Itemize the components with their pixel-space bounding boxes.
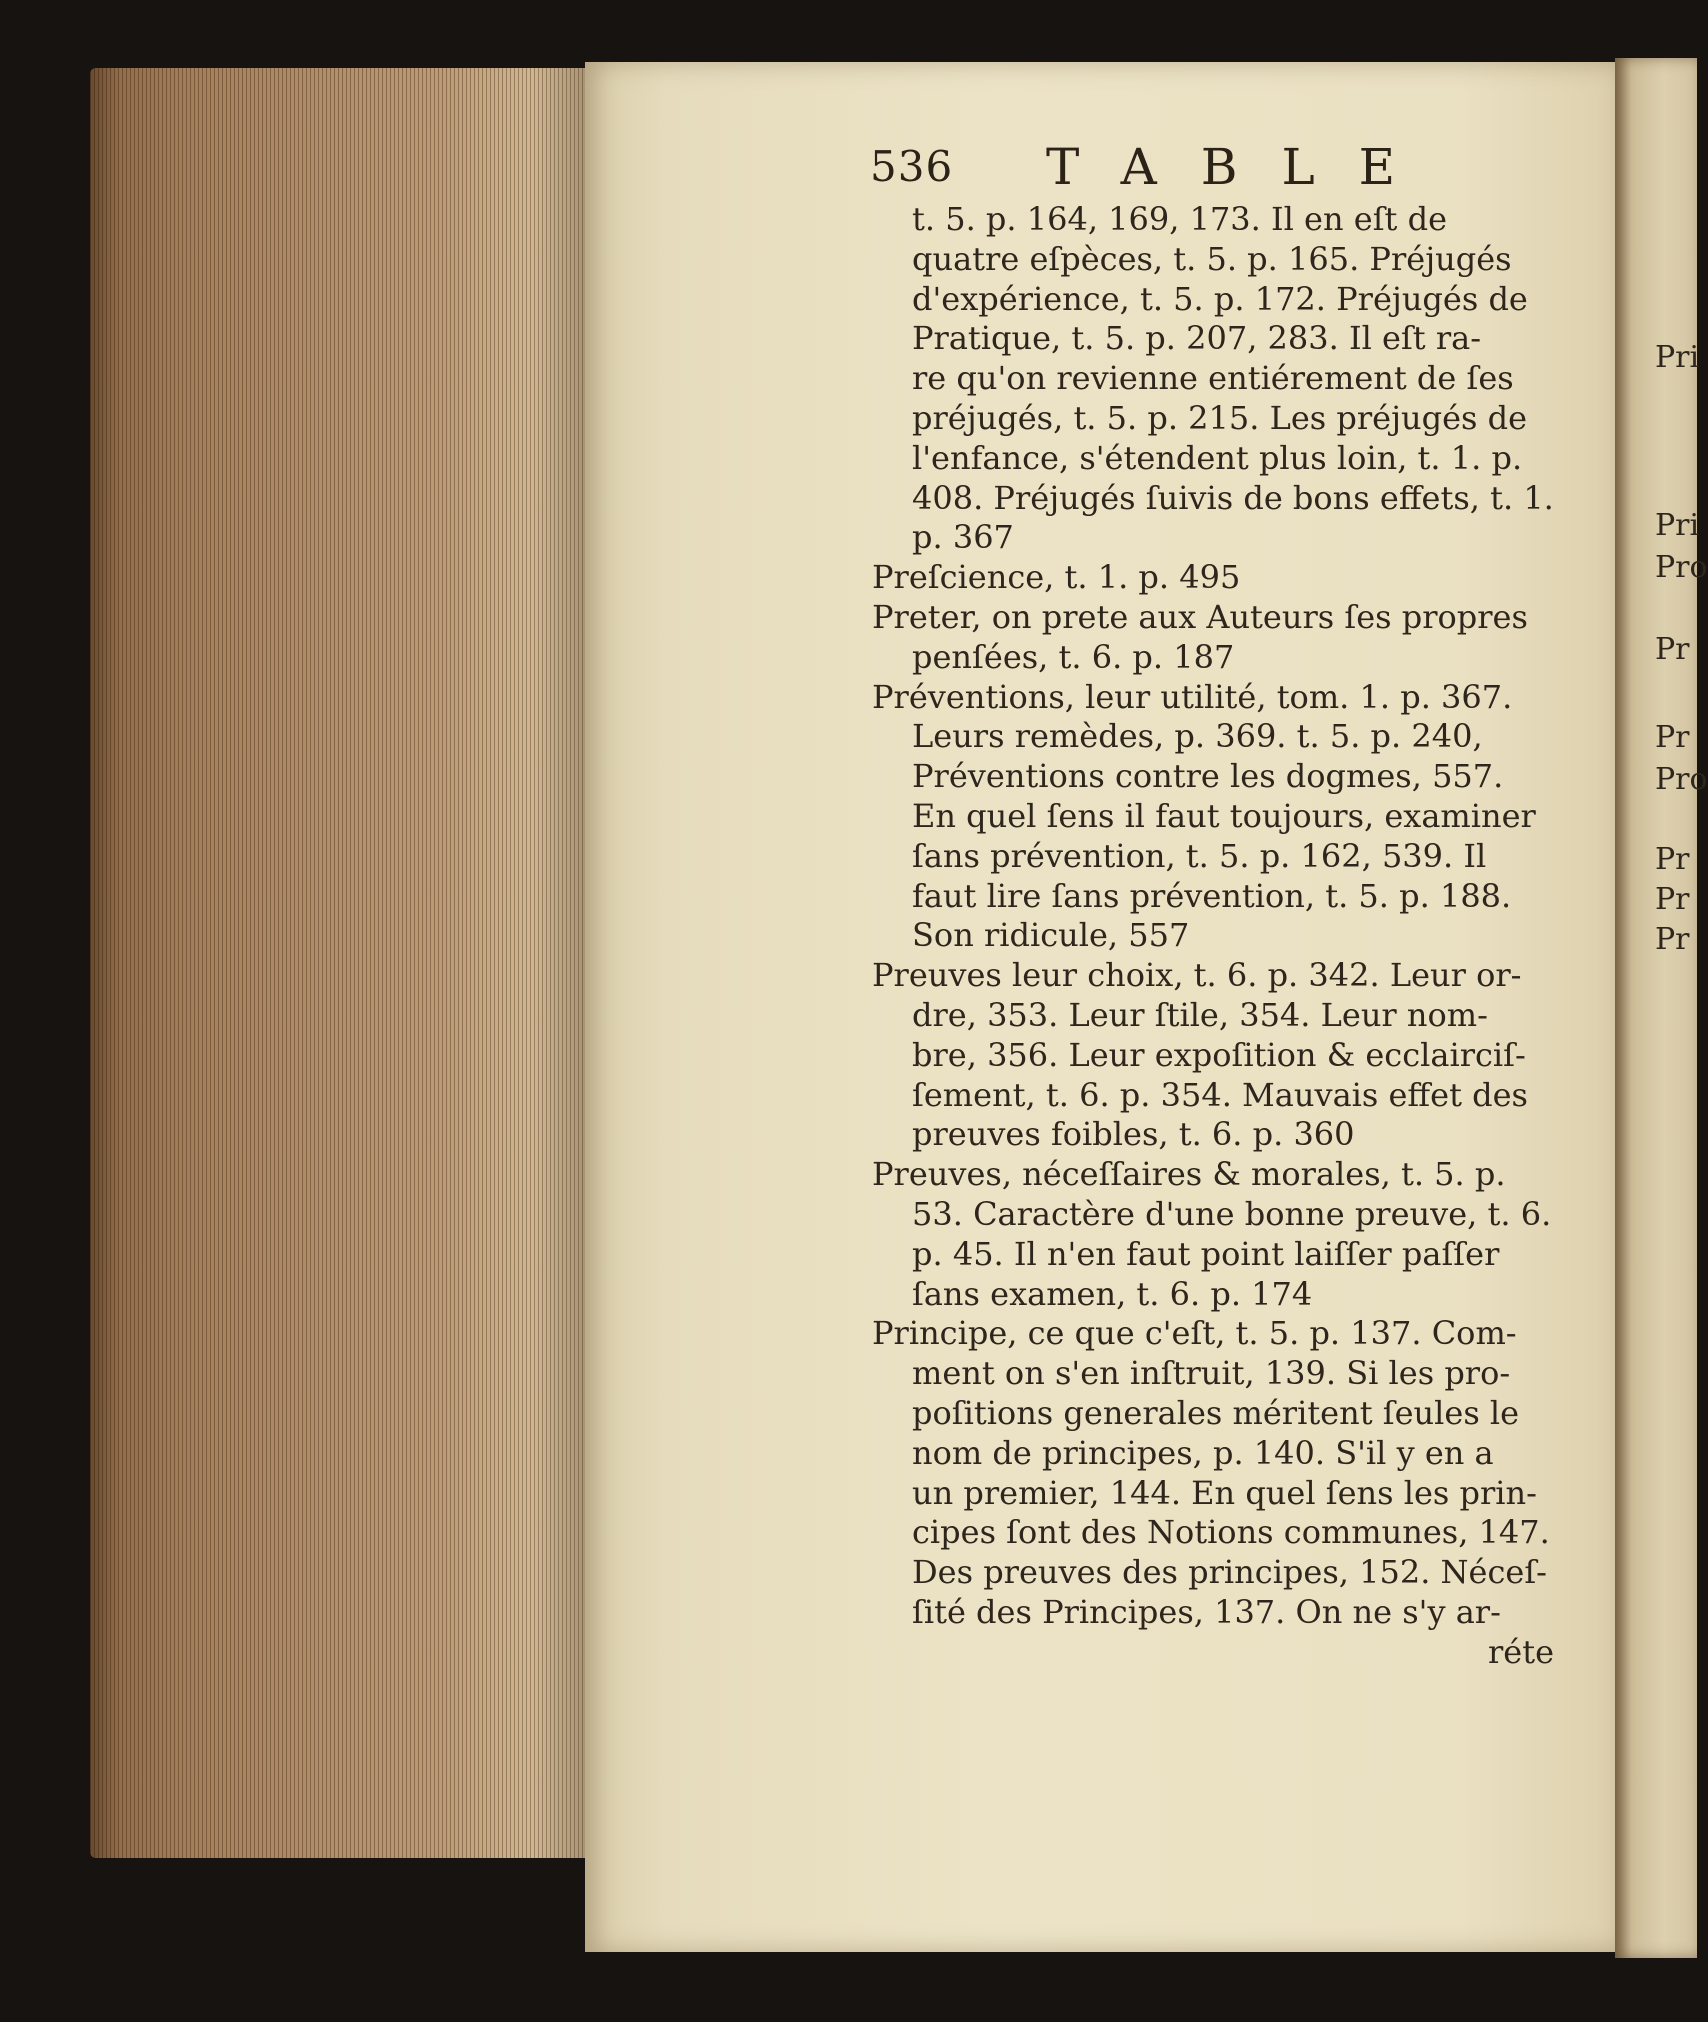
facing-page-fragment: Pr: [1655, 632, 1690, 667]
index-entry-heading: Preuves, néceſſaires & morales, t. 5. p.: [872, 1155, 1506, 1194]
facing-page-fragment: Pr: [1655, 922, 1690, 957]
facing-page-fragment: Pr: [1655, 842, 1690, 877]
index-text: [872, 200, 1554, 1672]
text-line: ſité des Principes, 137. On ne s'y ar-: [912, 1592, 1501, 1631]
text-line: ment on s'en inſtruit, 139. Si les pro-: [912, 1354, 1511, 1393]
facing-page-fragment: Pri: [1655, 508, 1700, 543]
text-line: poſitions generales méritent ſeules le: [912, 1393, 1520, 1432]
index-entry-heading: Preuves leur choix, t. 6. p. 342. Leur or-: [872, 956, 1522, 995]
text-line: bre, 356. Leur expoſition & ecclairciſ-: [912, 1035, 1526, 1074]
page-number: 536: [870, 142, 954, 191]
text-line: p. 367: [912, 518, 1014, 557]
text-line: t. 5. p. 164, 169, 173. Il en eſt de: [912, 200, 1447, 238]
index-entry-heading: Preſcience, t. 1. p. 495: [872, 558, 1241, 597]
text-line: ſement, t. 6. p. 354. Mauvais effet des: [912, 1075, 1528, 1114]
text-line: re qu'on revienne entiérement de ſes: [912, 359, 1514, 398]
text-line: En quel ſens il faut toujours, examiner: [912, 796, 1536, 835]
catchword: réte: [1487, 1632, 1554, 1671]
text-line: dre, 353. Leur ſtile, 354. Leur nom-: [912, 995, 1488, 1034]
facing-page-fragment: Pr: [1655, 882, 1690, 917]
facing-page-fragment: Pr: [1655, 720, 1690, 755]
text-line: nom de principes, p. 140. S'il y en a: [912, 1433, 1494, 1472]
text-line: ſans examen, t. 6. p. 174: [912, 1274, 1313, 1313]
page-header: [870, 138, 1570, 198]
gutter-shadow: [532, 68, 592, 1858]
text-line: 53. Caractère d'une bonne preuve, t. 6.: [912, 1194, 1552, 1233]
facing-page-fragment: Pro: [1655, 762, 1708, 797]
text-line: d'expérience, t. 5. p. 172. Préjugés de: [912, 279, 1528, 318]
text-line: Son ridicule, 557: [912, 916, 1190, 955]
text-line: faut lire ſans prévention, t. 5. p. 188.: [912, 876, 1512, 915]
text-line: ſans prévention, t. 5. p. 162, 539. Il: [912, 836, 1487, 875]
book-page-edges: [90, 68, 590, 1858]
text-line: Préventions contre les dogmes, 557.: [912, 757, 1504, 796]
text-line: Leurs remèdes, p. 369. t. 5. p. 240,: [912, 717, 1483, 756]
text-line: p. 45. Il n'en faut point laiſſer paſſer: [912, 1234, 1500, 1273]
facing-page-fragment: Pro: [1655, 550, 1708, 585]
text-line: quatre eſpèces, t. 5. p. 165. Préjugés: [912, 239, 1512, 278]
index-entry-heading: Preter, on prete aux Auteurs ſes propres: [872, 597, 1528, 636]
page-edge-texture: [90, 68, 590, 1858]
running-head: TABLE: [1046, 138, 1440, 196]
text-line: Pratique, t. 5. p. 207, 283. Il eſt ra-: [912, 319, 1481, 358]
text-line: un premier, 144. En quel ſens les prin-: [912, 1473, 1537, 1512]
text-line: Des preuves des principes, 152. Néceſ-: [912, 1553, 1547, 1592]
text-line: penſées, t. 6. p. 187: [912, 637, 1235, 676]
text-line: 408. Préjugés ſuivis de bons effets, t. 1.: [912, 478, 1554, 517]
index-entry-heading: Principe, ce que c'eſt, t. 5. p. 137. Com-: [872, 1314, 1517, 1353]
index-entry-heading: Préventions, leur utilité, tom. 1. p. 367.: [872, 677, 1513, 716]
text-line: l'enfance, s'étendent plus loin, t. 1. p.: [912, 438, 1523, 477]
text-line: cipes ſont des Notions communes, 147.: [912, 1513, 1550, 1552]
facing-page-fragment: Pri: [1655, 340, 1700, 375]
text-line: préjugés, t. 5. p. 215. Les préjugés de: [912, 398, 1528, 437]
text-line: preuves foibles, t. 6. p. 360: [912, 1115, 1355, 1154]
